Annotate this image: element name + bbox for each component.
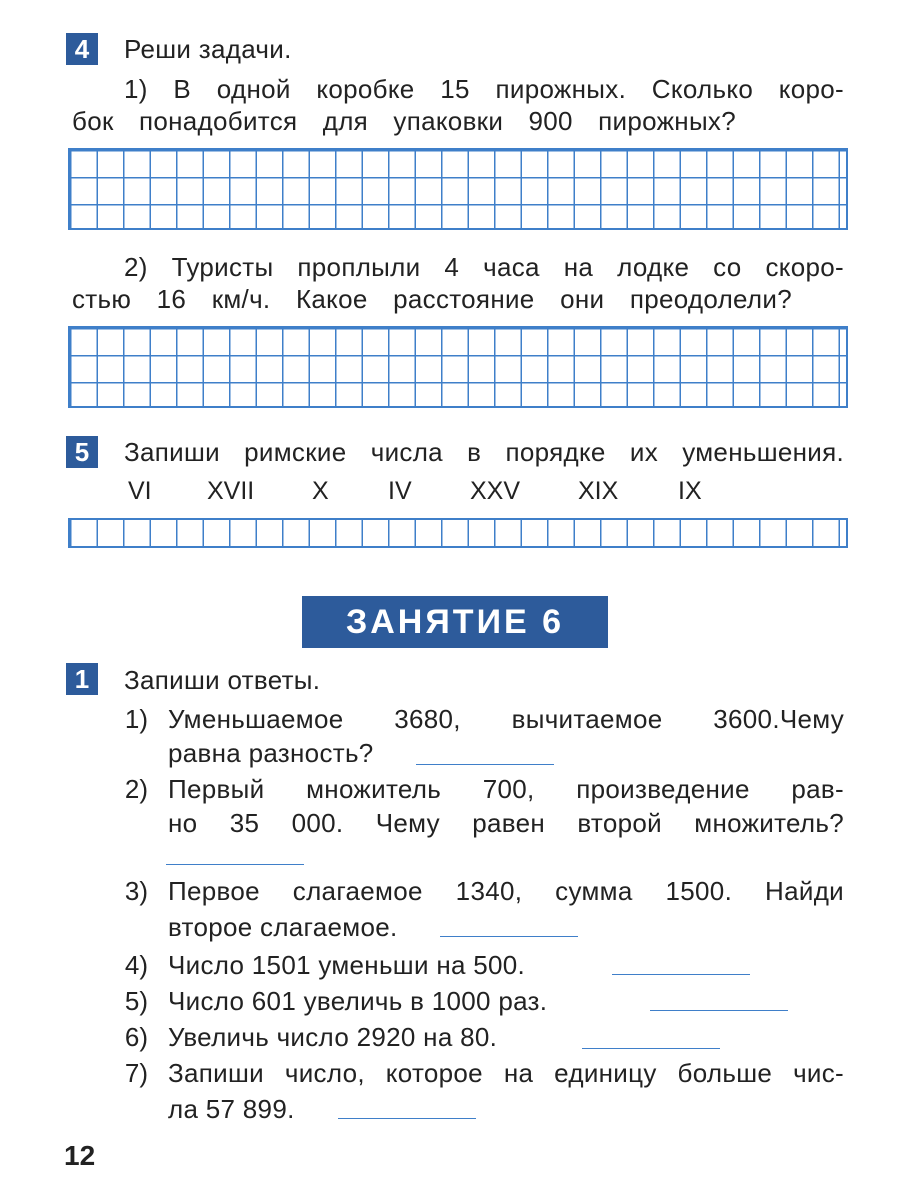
roman-numeral: IV xyxy=(388,477,412,505)
item-3-line-1: Первое слагаемое 1340, сумма 1500. Найди xyxy=(168,876,844,906)
item-number: 4) xyxy=(124,950,148,980)
item-number: 1) xyxy=(124,704,148,734)
roman-numeral: XIX xyxy=(578,477,619,505)
item-3-line-2: второе слагаемое. xyxy=(168,912,398,942)
task-4-problem-1-line-1: 1) В одной коробке 15 пирожных. Сколько коро- xyxy=(124,74,844,104)
roman-numeral: XVII xyxy=(207,477,255,505)
item-number: 3) xyxy=(124,876,148,906)
answer-grid-problem-1[interactable] xyxy=(68,148,848,230)
roman-numeral: IX xyxy=(678,477,702,505)
item-2-line-2: но 35 000. Чему равен второй множитель? xyxy=(168,808,844,838)
task-1-number-badge: 1 xyxy=(66,663,98,695)
task-4-title: Реши задачи. xyxy=(124,34,292,64)
answer-line-3[interactable] xyxy=(440,936,578,937)
task-5-title: Запиши римские числа в порядке их уменьшения. xyxy=(124,437,844,467)
roman-numeral: VI xyxy=(128,477,152,505)
item-number: 7) xyxy=(124,1058,148,1088)
item-1-line-1: Уменьшаемое 3680, вычитаемое 3600.Чему xyxy=(168,704,844,734)
task-5-number-badge: 5 xyxy=(66,436,98,468)
answer-grid-roman-order[interactable] xyxy=(68,518,848,548)
task-4-problem-2-line-2: стью 16 км/ч. Какое расстояние они преодолели? xyxy=(72,284,792,314)
page-number: 12 xyxy=(64,1140,96,1171)
answer-line-4[interactable] xyxy=(612,974,750,975)
item-6-line-1: Увеличь число 2920 на 80. xyxy=(168,1022,498,1052)
task-4-problem-2-line-1: 2) Туристы проплыли 4 часа на лодке со скоро- xyxy=(124,252,844,282)
answer-line-5[interactable] xyxy=(650,1010,788,1011)
task-4-problem-1-line-2: бок понадобится для упаковки 900 пирожных? xyxy=(72,106,736,136)
item-7-line-2: ла 57 899. xyxy=(168,1094,295,1124)
answer-line-7[interactable] xyxy=(338,1118,476,1119)
answer-line-2[interactable] xyxy=(166,864,304,865)
item-7-line-1: Запиши число, которое на единицу больше чис- xyxy=(168,1058,844,1088)
item-number: 5) xyxy=(124,986,148,1016)
answer-line-1[interactable] xyxy=(416,764,554,765)
item-4-line-1: Число 1501 уменьши на 500. xyxy=(168,950,526,980)
item-number: 2) xyxy=(124,774,148,804)
task-1-title: Запиши ответы. xyxy=(124,665,321,695)
task-4-number-badge: 4 xyxy=(66,33,98,65)
roman-numeral: X xyxy=(312,477,329,505)
item-2-line-1: Первый множитель 700, произведение рав- xyxy=(168,774,844,804)
item-number: 6) xyxy=(124,1022,148,1052)
roman-numeral: XXV xyxy=(470,477,521,505)
answer-line-6[interactable] xyxy=(582,1048,720,1049)
item-1-line-2: равна разность? xyxy=(168,738,374,768)
lesson-title-banner: ЗАНЯТИЕ 6 xyxy=(302,596,608,648)
answer-grid-problem-2[interactable] xyxy=(68,326,848,408)
item-5-line-1: Число 601 увеличь в 1000 раз. xyxy=(168,986,548,1016)
